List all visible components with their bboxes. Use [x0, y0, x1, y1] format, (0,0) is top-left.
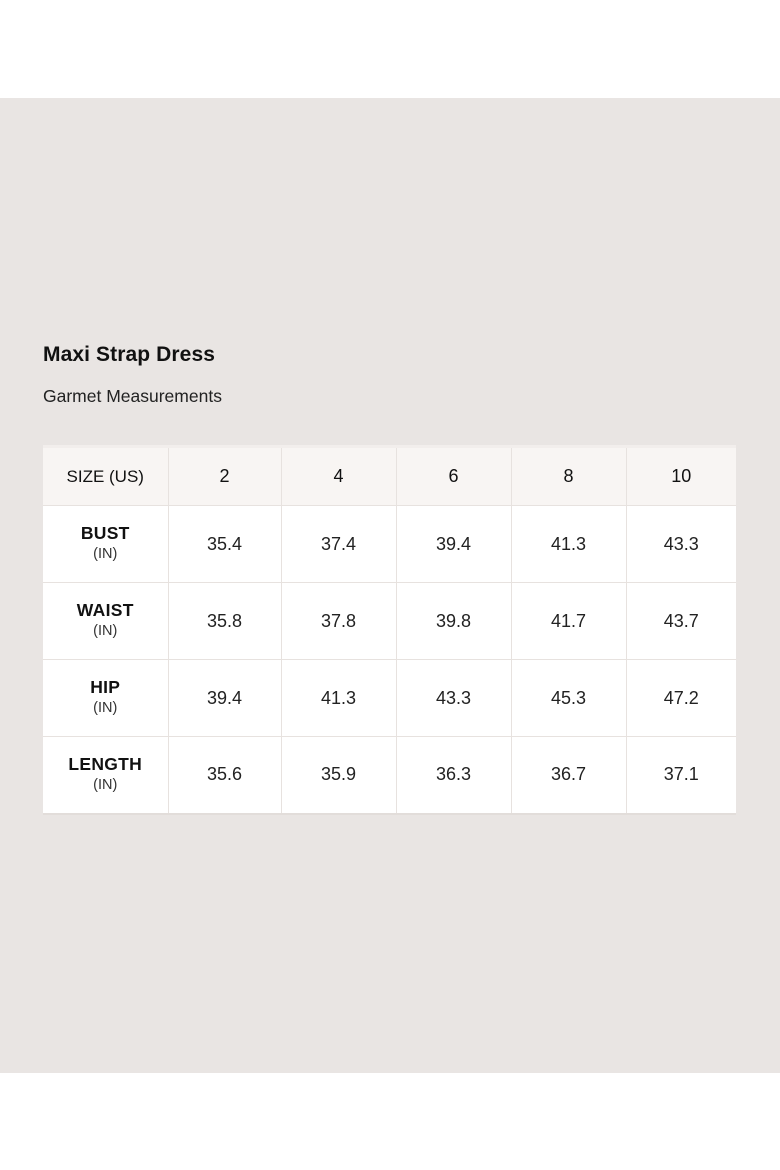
table-cell: 36.7	[511, 737, 626, 814]
size-header-10: 10	[626, 447, 736, 506]
table-cell: 47.2	[626, 660, 736, 737]
table-row	[43, 583, 736, 660]
table-cell: 36.3	[396, 737, 511, 814]
table-cell: 41.3	[511, 506, 626, 583]
size-header-4: 4	[281, 447, 396, 506]
row-label-cell	[43, 506, 168, 583]
table-cell: 39.4	[396, 506, 511, 583]
table-cell: 35.6	[168, 737, 281, 814]
table-row	[43, 506, 736, 583]
table-cell: 41.3	[281, 660, 396, 737]
size-header-6: 6	[396, 447, 511, 506]
table-row	[43, 737, 736, 814]
row-unit: (IN)	[93, 776, 118, 793]
row-unit: (IN)	[93, 623, 118, 639]
table-row	[43, 660, 736, 737]
table-cell: 35.4	[168, 506, 281, 583]
row-label: LENGTH	[68, 753, 143, 774]
row-label: BUST	[80, 523, 130, 543]
product-title: Maxi Strap Dress	[43, 343, 216, 366]
table-cell: 39.8	[396, 583, 511, 660]
row-label-cell	[43, 583, 168, 660]
table-cell: 37.8	[281, 583, 396, 660]
size-column-header: SIZE (US)	[43, 447, 168, 506]
table-cell: 41.7	[511, 583, 626, 660]
table-header-row	[43, 447, 736, 506]
table-cell: 43.3	[396, 660, 511, 737]
size-header-8: 8	[511, 447, 626, 506]
row-label-cell	[43, 660, 168, 737]
table-cell: 37.4	[281, 506, 396, 583]
row-label: HIP	[90, 677, 121, 697]
table-cell: 37.1	[626, 737, 736, 814]
size-header-2: 2	[168, 447, 281, 506]
row-unit: (IN)	[93, 700, 118, 716]
table-cell: 43.3	[626, 506, 736, 583]
row-label: WAIST	[76, 600, 134, 620]
table-cell: 39.4	[168, 660, 281, 737]
table-cell: 45.3	[511, 660, 626, 737]
measurements-subtitle: Garmet Measurements	[43, 386, 222, 406]
table-cell: 43.7	[626, 583, 736, 660]
size-chart-table	[43, 445, 736, 815]
table-cell: 35.8	[168, 583, 281, 660]
row-label-cell	[43, 737, 168, 814]
table-cell: 35.9	[281, 737, 396, 814]
row-unit: (IN)	[93, 546, 118, 562]
